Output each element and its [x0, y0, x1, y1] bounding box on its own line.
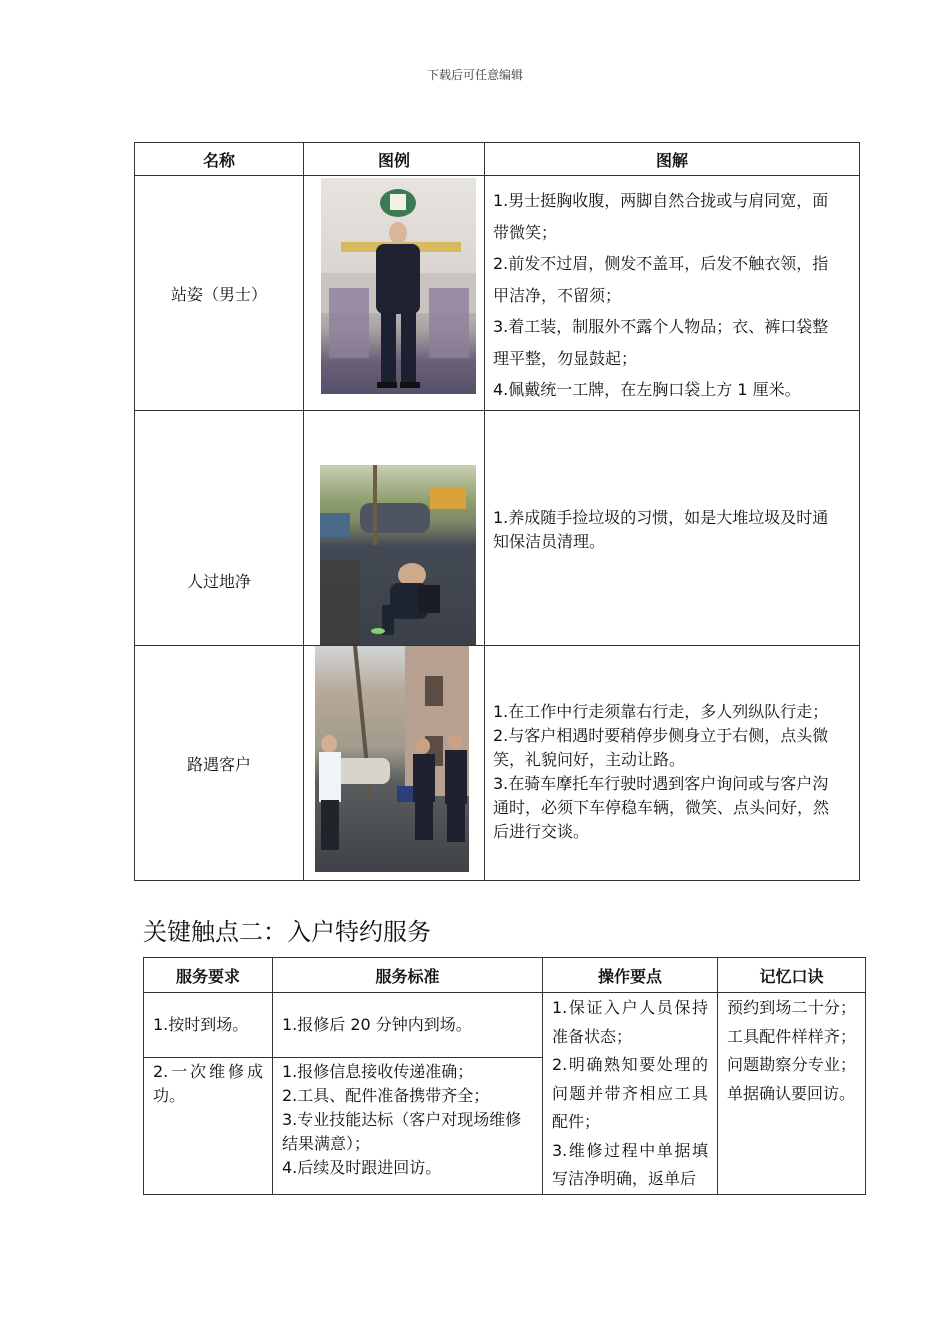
key-point-item: 2.明确熟知要处理的问题并带齐相应工具配件；: [552, 1055, 708, 1131]
explanation-line: 笑，礼貌问好，主动让路。: [493, 750, 686, 769]
header-illustration: 图例: [304, 143, 485, 176]
row-explanation: [485, 646, 860, 881]
key-point-item: 1.保证入户人员保持准备状态；: [552, 998, 708, 1046]
litter-pickup-photo: [320, 465, 476, 645]
standard-item: 3.专业技能达标（客户对现场维修结果满意）；: [282, 1110, 522, 1154]
explanation-line: 1.男士挺胸收腹，两脚自然合拢或与肩同宽，面: [493, 191, 829, 210]
table-row: [135, 646, 860, 881]
key-point-item: 3.维修过程中单据填写洁净明确，返单后: [552, 1140, 708, 1188]
watermark-text: 下载后可任意编辑: [426, 68, 523, 82]
explanation-line: 1.在工作中行走须靠右行走，多人列纵队行走；: [493, 702, 829, 721]
header-key-points: 操作要点: [543, 958, 718, 993]
mnemonic-cell: [718, 993, 866, 1195]
requirement-cell: [144, 1058, 273, 1194]
table-row: [135, 411, 860, 646]
table-row: [144, 993, 866, 1058]
explanation-line: 1.养成随手捡垃圾的习惯，如是大堆垃圾及时通: [493, 508, 829, 527]
header-mnemonic: 记忆口诀: [718, 958, 866, 993]
row-name: [135, 411, 304, 646]
row-name: 站姿（男士）: [135, 176, 304, 411]
requirement-text: 2.一次维修成功。: [153, 1062, 263, 1106]
explanation-line: 4.佩戴统一工牌，在左胸口袋上方 1 厘米。: [493, 380, 801, 399]
standard-cell: [273, 1058, 543, 1194]
standard-cell: [273, 993, 543, 1058]
service-table: [143, 957, 866, 1195]
standing-posture-photo: [321, 178, 476, 394]
explanation-line: 2.与客户相遇时要稍停步侧身立于右侧，点头微: [493, 726, 829, 745]
etiquette-table: [134, 142, 860, 881]
explanation-line: 3.着工装，制服外不露个人物品；衣、裤口袋整: [493, 317, 829, 336]
explanation-line: 通时，必须下车停稳车辆，微笑、点头问好，然: [493, 798, 830, 817]
key-points-cell: [543, 993, 718, 1195]
photo-cell: [304, 411, 485, 646]
section-title: 关键触点二：入户特约服务: [143, 918, 431, 946]
photo-cell: [304, 176, 485, 411]
row-name-text: 人过地净: [186, 572, 251, 591]
table-header-row: [144, 958, 866, 993]
row-explanation: [485, 176, 860, 411]
table-row: [135, 176, 860, 411]
header-standard: 服务标准: [273, 958, 543, 993]
explanation-line: 带微笑；: [493, 222, 558, 242]
explanation-line: 甲洁净，不留须；: [493, 285, 622, 305]
standard-item: 2.工具、配件准备携带齐全；: [282, 1086, 490, 1106]
header-requirement: 服务要求: [144, 958, 273, 993]
row-explanation: [485, 411, 860, 646]
explanation-line: 3.在骑车摩托车行驶时遇到客户询问或与客户沟: [493, 774, 829, 793]
standard-item: 4.后续及时跟进回访。: [282, 1158, 442, 1178]
explanation-line: 2.前发不过眉，侧发不盖耳，后发不触衣领，指: [493, 254, 829, 273]
header-name: 名称: [135, 143, 304, 176]
explanation-line: 知保洁员清理。: [493, 532, 606, 551]
requirement-text: 1.按时到场。: [153, 1014, 249, 1034]
header-explanation: 图解: [485, 143, 860, 176]
explanation-line: 后进行交谈。: [493, 822, 590, 841]
row-name: 路遇客户: [135, 646, 304, 881]
requirement-cell: [144, 993, 273, 1058]
photo-cell: [304, 646, 485, 881]
standard-text: 1.报修后 20 分钟内到场。: [282, 1014, 472, 1034]
standard-item: 1.报修信息接收传递准确；: [282, 1062, 474, 1082]
mnemonic-text: 预约到场二十分；工具配件样样齐；问题勘察分专业；单据确认要回访。: [727, 998, 856, 1103]
explanation-line: 理平整，勿显鼓起；: [493, 348, 638, 368]
meeting-customer-photo: [315, 646, 469, 872]
table-header-row: [135, 143, 860, 176]
